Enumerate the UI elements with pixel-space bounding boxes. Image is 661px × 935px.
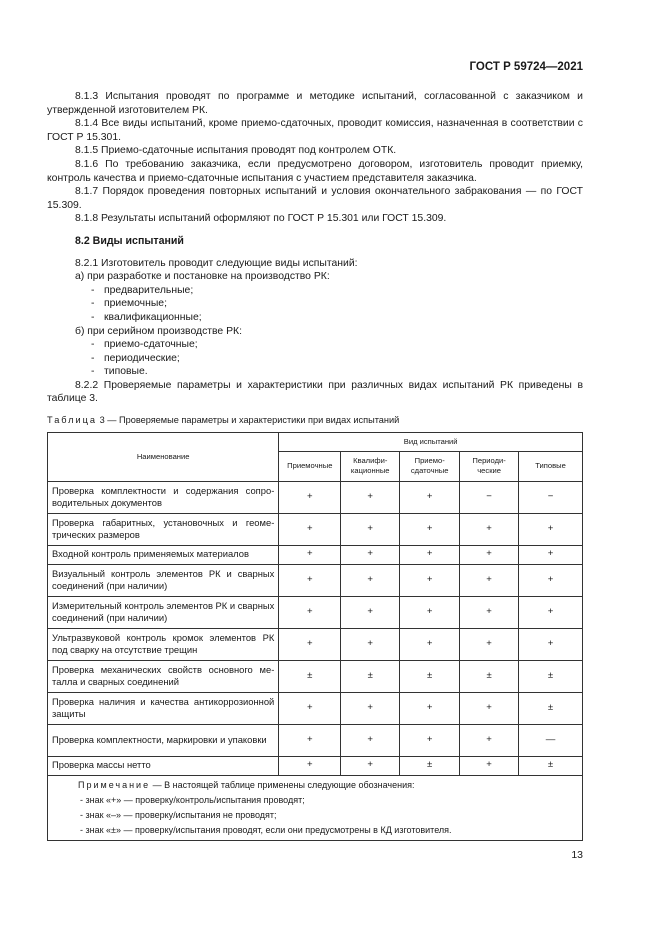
table-row (48, 481, 583, 513)
cell-value: + (460, 724, 519, 756)
cell-value: + (341, 481, 400, 513)
table-row (48, 564, 583, 596)
table-row (48, 513, 583, 545)
cell-value: ± (400, 756, 460, 775)
inspection-table (47, 432, 583, 841)
note-item: - знак «–» — проверку/испытания не проводят; (80, 809, 277, 820)
column-header: Приемочные (279, 451, 341, 481)
row-name: Входной контроль применяемых материалов (48, 545, 279, 564)
cell-value: + (519, 545, 583, 564)
list-item (91, 284, 583, 298)
cell-value: + (460, 628, 519, 660)
cell-value: + (341, 692, 400, 724)
cell-value: + (279, 692, 341, 724)
table-row (48, 724, 583, 756)
cell-value: + (279, 596, 341, 628)
list-item (91, 352, 583, 366)
column-header: Приемо-сдаточные (400, 451, 460, 481)
cell-value: — (519, 724, 583, 756)
note-text: — В настоящей таблице применены следующие обозначения: (152, 779, 415, 790)
row-name: Измерительный контроль элементов РК и сварных соединений (при наличии) (48, 596, 279, 628)
cell-value: + (279, 481, 341, 513)
table-note (48, 775, 583, 840)
list-item (91, 338, 583, 352)
cell-value: + (279, 724, 341, 756)
list-group-a: а) при разработке и постановке на производство РК: (75, 271, 330, 283)
cell-value: ± (519, 692, 583, 724)
row-name: Проверка комплектности и содержания сопроводительных документов (48, 481, 279, 513)
note-line (52, 778, 578, 793)
column-header: Квалифи-кационные (341, 451, 400, 481)
row-name: Проверка габаритных, установочных и геометрических размеров (48, 513, 279, 545)
list-item-text: квалификационные; (104, 311, 202, 323)
cell-value: + (279, 628, 341, 660)
cell-value: + (279, 545, 341, 564)
cell-value: + (400, 564, 460, 596)
row-name: Проверка комплектности, маркировки и упаковки (48, 724, 279, 756)
cell-value: + (400, 724, 460, 756)
cell-value: + (460, 545, 519, 564)
section-heading: 8.2 Виды испытаний (75, 234, 184, 247)
cell-value: + (279, 513, 341, 545)
cell-value: + (341, 564, 400, 596)
cell-value: + (400, 481, 460, 513)
table-caption-prefix: Таблица (47, 415, 98, 426)
list-dash: - (91, 284, 95, 296)
cell-value: ± (341, 660, 400, 692)
list-item-text: типовые. (104, 366, 148, 378)
cell-value: − (460, 481, 519, 513)
row-name: Проверка массы нетто (48, 756, 279, 775)
row-name: Проверка механических свойств основного металла и сварных соединений (48, 660, 279, 692)
page-content (47, 90, 583, 841)
list-item-text: периодические; (104, 352, 180, 364)
list-item (91, 311, 583, 325)
paragraph-8-1-4: 8.1.4 Все виды испытаний, кроме приемо-сдаточных, проводит комиссия, назначенная в соответствии с ГОСТ Р 15.301. (47, 118, 583, 143)
row-name: Визуальный контроль элементов РК и сварных соединений (при наличии) (48, 564, 279, 596)
paragraph-8-1-3: 8.1.3 Испытания проводят по программе и методике испытаний, согласованной с заказчиком и утвержденной изготовителем РК. (47, 91, 583, 116)
note-item: - знак «+» — проверку/контроль/испытания проводят; (80, 794, 305, 805)
cell-value: + (460, 596, 519, 628)
cell-value: + (279, 564, 341, 596)
table-row (48, 692, 583, 724)
table-row (48, 545, 583, 564)
table-row (48, 660, 583, 692)
cell-value: + (341, 596, 400, 628)
cell-value: + (341, 513, 400, 545)
table-caption (47, 414, 583, 428)
list-item-text: предварительные; (104, 284, 194, 296)
cell-value: + (519, 513, 583, 545)
table-row (48, 628, 583, 660)
list-item (91, 297, 583, 311)
note-label: Примечание (78, 779, 151, 790)
cell-value: + (341, 628, 400, 660)
cell-value: + (400, 596, 460, 628)
list-dash: - (91, 298, 95, 310)
cell-value: ± (519, 756, 583, 775)
cell-value: + (460, 756, 519, 775)
table-row (48, 596, 583, 628)
paragraph-8-2-1: 8.2.1 Изготовитель проводит следующие виды испытаний: (75, 257, 358, 269)
document-header: ГОСТ Р 59724—2021 (469, 61, 583, 73)
list-dash: - (91, 311, 95, 323)
column-header: Периоди-ческие (460, 451, 519, 481)
paragraph-8-1-5: 8.1.5 Приемо-сдаточные испытания проводят под контролем ОТК. (75, 145, 397, 157)
cell-value: + (400, 513, 460, 545)
cell-value: + (519, 628, 583, 660)
cell-value: + (460, 564, 519, 596)
list-item (91, 365, 583, 379)
column-header: Типовые (519, 451, 583, 481)
list-dash: - (91, 366, 95, 378)
list-dash: - (91, 352, 95, 364)
column-header-name: Наименование (48, 432, 279, 481)
cell-value: − (519, 481, 583, 513)
cell-value: + (519, 596, 583, 628)
paragraph-8-1-6: 8.1.6 По требованию заказчика, если предусмотрено договором, изготовитель проводит приемку, контроль качества и приемо-сдаточные испытания с участием представителя заказчика. (47, 158, 583, 184)
list-dash: - (91, 339, 95, 351)
paragraph-8-1-7: 8.1.7 Порядок проведения повторных испытаний и условия окончательного забракования — по ГОСТ 15.309. (47, 186, 583, 211)
list-item-text: приемо-сдаточные; (104, 339, 198, 351)
cell-value: ± (460, 660, 519, 692)
row-name: Проверка наличия и качества антикоррозионной защиты (48, 692, 279, 724)
table-caption-text: 3 — Проверяемые параметры и характеристики при видах испытаний (99, 415, 400, 426)
paragraph-8-1-8: 8.1.8 Результаты испытаний оформляют по ГОСТ Р 15.301 или ГОСТ 15.309. (75, 213, 447, 225)
table-note-row (48, 775, 583, 840)
row-name: Ультразвуковой контроль кромок элементов РК под сварку на отсутствие трещин (48, 628, 279, 660)
column-group-header: Вид испытаний (279, 432, 583, 451)
cell-value: + (400, 692, 460, 724)
cell-value: ± (279, 660, 341, 692)
cell-value: + (400, 628, 460, 660)
note-item: - знак «±» — проверку/испытания проводят, если они предусмотрены в КД изготовителя. (80, 824, 452, 835)
table-row (48, 756, 583, 775)
cell-value: + (279, 756, 341, 775)
page-number: 13 (571, 849, 583, 861)
cell-value: ± (519, 660, 583, 692)
cell-value: + (460, 692, 519, 724)
cell-value: + (519, 564, 583, 596)
cell-value: ± (400, 660, 460, 692)
cell-value: + (341, 756, 400, 775)
paragraph-8-2-2: 8.2.2 Проверяемые параметры и характеристики при различных видах испытаний РК приведены в таблице 3. (47, 379, 583, 405)
cell-value: + (341, 724, 400, 756)
list-group-b: б) при серийном производстве РК: (75, 325, 242, 337)
cell-value: + (341, 545, 400, 564)
list-item-text: приемочные; (104, 298, 167, 310)
cell-value: + (400, 545, 460, 564)
cell-value: + (460, 513, 519, 545)
